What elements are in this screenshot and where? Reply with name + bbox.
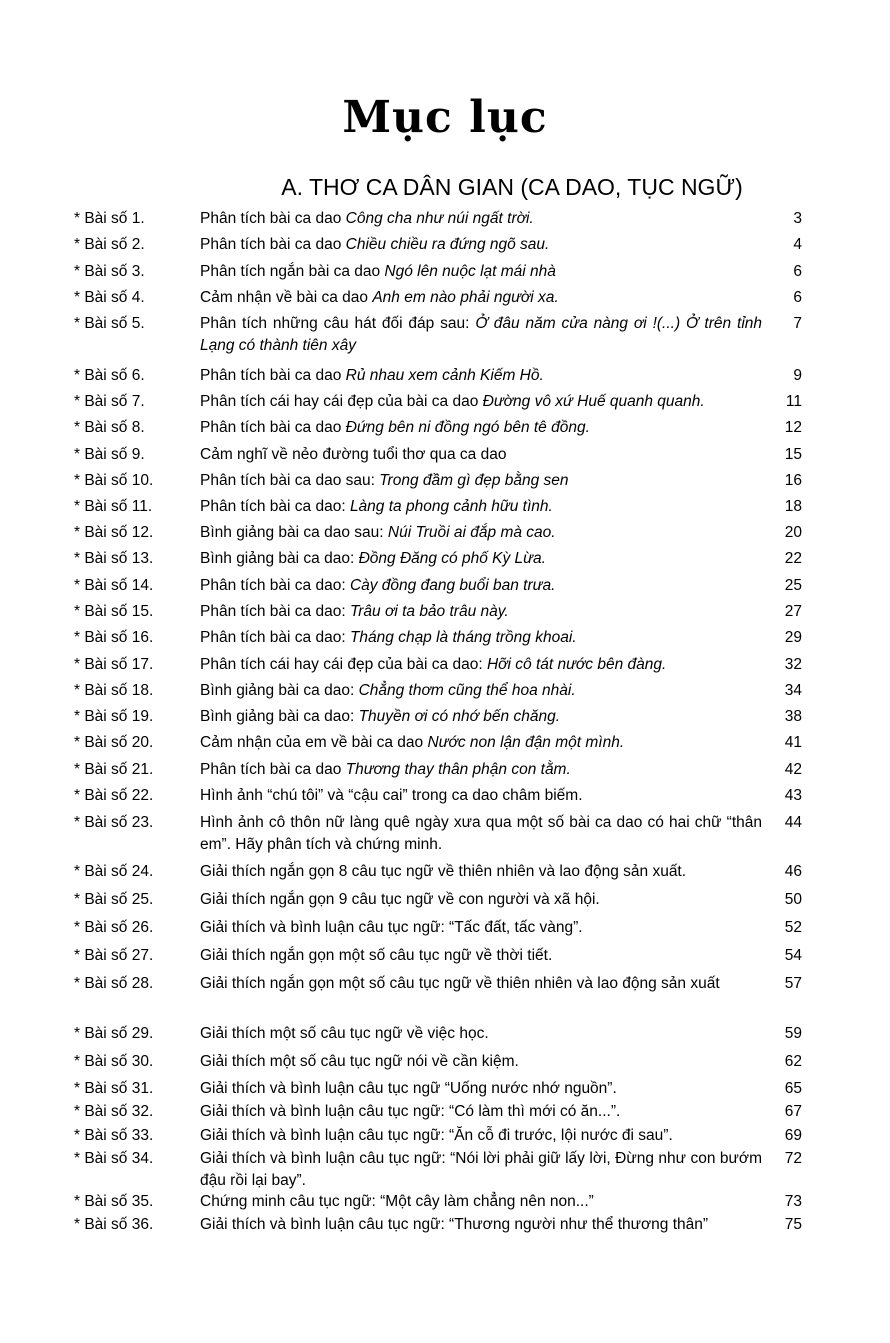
entry-page-number: 41 <box>784 734 802 751</box>
entry-title-text: Cảm nhận của em về bài ca dao <box>200 734 428 751</box>
entry-number: * Bài số 28. <box>74 975 154 992</box>
entry-title-quote: Ngó lên nuộc lạt mái nhà <box>384 263 556 280</box>
entry-title <box>200 1051 762 1073</box>
entry-number: * Bài số 11. <box>74 498 153 515</box>
entry-page-number: 67 <box>784 1103 802 1120</box>
section-heading: A. THƠ CA DÂN GIAN (CA DAO, TỤC NGỮ) <box>281 174 743 200</box>
entry-number: * Bài số 13. <box>74 550 154 567</box>
entry-number: * Bài số 16. <box>74 629 154 646</box>
entry-page-number: 69 <box>784 1127 802 1144</box>
entry-title <box>200 627 762 649</box>
entry-title <box>200 496 762 518</box>
entry-page-number: 20 <box>784 524 802 541</box>
entry-page-number: 44 <box>784 814 802 831</box>
entry-title-quote: Hỡi cô tát nước bên đàng. <box>486 656 667 673</box>
entry-title <box>200 812 762 856</box>
entry-title-text: Hình ảnh “chú tôi” và “cậu cai” trong ca dao châm biếm. <box>200 787 583 804</box>
entry-title <box>200 1078 762 1100</box>
entry-title <box>200 522 762 544</box>
entry-title-quote: Trong đầm gì đẹp bằng sen <box>379 472 569 489</box>
entry-title <box>200 1125 762 1147</box>
entry-title-text: Phân tích ngắn bài ca dao <box>200 263 385 280</box>
entry-number: * Bài số 20. <box>74 734 154 751</box>
entry-title <box>200 548 762 570</box>
entry-page-number: 25 <box>784 577 802 594</box>
entry-title-quote: Cày đồng đang buổi ban trưa. <box>349 577 556 594</box>
entry-page-number: 22 <box>784 550 802 567</box>
entry-title <box>200 759 762 781</box>
entry-number: * Bài số 5. <box>74 315 145 332</box>
entry-number: * Bài số 14. <box>74 577 154 594</box>
entry-title <box>200 575 762 597</box>
entry-title-quote: Chẳng thơm cũng thể hoa nhài. <box>358 682 576 699</box>
entry-number: * Bài số 8. <box>74 419 145 436</box>
entry-number: * Bài số 19. <box>74 708 154 725</box>
entry-title-text: Giải thích ngắn gọn một số câu tục ngữ về thiên nhiên và lao động sản xuất <box>200 975 720 992</box>
entry-number: * Bài số 27. <box>74 947 154 964</box>
entry-title-quote: Đứng bên ni đồng ngó bên tê đồng. <box>345 419 590 436</box>
entry-title <box>200 917 762 939</box>
entry-title-text: Phân tích bài ca dao <box>200 367 346 384</box>
entry-number: * Bài số 3. <box>74 263 145 280</box>
page-title: Mục lục <box>342 92 548 143</box>
entry-number: * Bài số 17. <box>74 656 154 673</box>
entry-page-number: 50 <box>784 891 802 908</box>
entry-title <box>200 287 762 309</box>
entry-page-number: 11 <box>785 393 802 410</box>
entry-page-number: 52 <box>784 919 802 936</box>
entry-title <box>200 261 762 283</box>
entry-title <box>200 785 762 807</box>
entry-title-text: Giải thích ngắn gọn 8 câu tục ngữ về thiên nhiên và lao động sản xuất. <box>200 863 687 880</box>
entry-title-quote: Anh em nào phải người xa. <box>372 289 559 306</box>
entry-number: * Bài số 31. <box>74 1080 154 1097</box>
entry-title <box>200 706 762 728</box>
entry-title-text: Giải thích và bình luận câu tục ngữ: “Tấc đất, tấc vàng”. <box>200 919 583 936</box>
entry-title-text: Giải thích và bình luận câu tục ngữ: “Có làm thì mới có ăn...”. <box>200 1103 621 1120</box>
entry-title-text: Giải thích ngắn gọn 9 câu tục ngữ về con người và xã hội. <box>200 891 600 908</box>
entry-title-quote: Trâu ơi ta bảo trâu này. <box>349 603 509 620</box>
entry-title <box>200 680 762 702</box>
entry-title <box>200 973 762 995</box>
entry-number: * Bài số 22. <box>74 787 154 804</box>
entry-number: * Bài số 23. <box>74 814 154 831</box>
entry-page-number: 59 <box>784 1025 802 1042</box>
entry-page-number: 75 <box>784 1216 802 1233</box>
entry-title-quote: Núi Truồi ai đắp mà cao. <box>387 524 556 541</box>
entry-page-number: 7 <box>793 315 802 332</box>
entry-page-number: 12 <box>784 419 802 436</box>
entry-number: * Bài số 29. <box>74 1025 154 1042</box>
entry-title-text: Bình giảng bài ca dao: <box>200 550 359 567</box>
entry-title-quote: Đồng Đăng có phố Kỳ Lừa. <box>358 550 546 567</box>
entry-number: * Bài số 33. <box>74 1127 154 1144</box>
entry-number: * Bài số 35. <box>74 1193 154 1210</box>
entry-title-text: Phân tích bài ca dao: <box>200 577 350 594</box>
entry-page-number: 27 <box>784 603 802 620</box>
entry-title-text: Phân tích bài ca dao: <box>200 629 350 646</box>
entry-number: * Bài số 9. <box>74 446 145 463</box>
entry-title <box>200 391 762 413</box>
entry-title-text: Bình giảng bài ca dao: <box>200 682 359 699</box>
entry-page-number: 43 <box>784 787 802 804</box>
entry-title <box>200 365 762 387</box>
entry-title-text: Giải thích một số câu tục ngữ nói về cần kiệm. <box>200 1053 519 1070</box>
entry-page-number: 32 <box>784 656 802 673</box>
entry-title <box>200 1214 762 1236</box>
entry-title <box>200 889 762 911</box>
entry-title-text: Phân tích bài ca dao <box>200 210 346 227</box>
entry-number: * Bài số 4. <box>74 289 145 306</box>
entry-title <box>200 861 762 883</box>
entry-number: * Bài số 25. <box>74 891 154 908</box>
entry-number: * Bài số 6. <box>74 367 145 384</box>
entry-title <box>200 1191 762 1213</box>
entry-title-text: Giải thích ngắn gọn một số câu tục ngữ về thời tiết. <box>200 947 553 964</box>
entry-page-number: 54 <box>784 947 802 964</box>
entry-page-number: 73 <box>784 1193 802 1210</box>
entry-number: * Bài số 34. <box>74 1150 154 1167</box>
entry-number: * Bài số 18. <box>74 682 154 699</box>
entry-title-quote: Đường vô xứ Huế quanh quanh. <box>482 393 705 410</box>
entry-title <box>200 732 762 754</box>
entry-title <box>200 1148 762 1192</box>
entry-page-number: 18 <box>784 498 802 515</box>
entry-title-quote: Tháng chạp là tháng trồng khoai. <box>349 629 577 646</box>
entry-title-text: Phân tích bài ca dao <box>200 419 346 436</box>
entry-title-text: Phân tích cái hay cái đẹp của bài ca dao: <box>200 656 487 673</box>
entry-title <box>200 601 762 623</box>
entry-title <box>200 234 762 256</box>
entry-page-number: 46 <box>784 863 802 880</box>
entry-title <box>200 208 762 230</box>
entry-number: * Bài số 1. <box>74 210 145 227</box>
entry-title <box>200 654 762 676</box>
entry-page-number: 38 <box>784 708 802 725</box>
entry-number: * Bài số 15. <box>74 603 154 620</box>
entry-title-text: Phân tích bài ca dao: <box>200 498 350 515</box>
entry-page-number: 34 <box>784 682 802 699</box>
entry-page-number: 4 <box>793 236 802 253</box>
entry-title-text: Phân tích bài ca dao <box>200 236 346 253</box>
entry-number: * Bài số 24. <box>74 863 154 880</box>
entry-number: * Bài số 21. <box>74 761 154 778</box>
entry-title-text: Giải thích và bình luận câu tục ngữ “Uống nước nhớ nguồn”. <box>200 1080 617 1097</box>
entry-title-text: Phân tích bài ca dao sau: <box>200 472 380 489</box>
entry-title <box>200 470 762 492</box>
entry-number: * Bài số 30. <box>74 1053 154 1070</box>
entry-title-text: Phân tích những câu hát đối đáp sau: <box>200 315 476 332</box>
entry-title-text: Bình giảng bài ca dao: <box>200 708 359 725</box>
entry-title-text: Chứng minh câu tục ngữ: “Một cây làm chẳng nên non...” <box>200 1193 594 1210</box>
entry-page-number: 6 <box>793 289 802 306</box>
entry-page-number: 65 <box>784 1080 802 1097</box>
entry-title-text: Cảm nhận về bài ca dao <box>200 289 373 306</box>
entry-title-text: Phân tích cái hay cái đẹp của bài ca dao <box>200 393 483 410</box>
entry-title-text: Phân tích bài ca dao <box>200 761 346 778</box>
entry-number: * Bài số 7. <box>74 393 145 410</box>
entry-number: * Bài số 12. <box>74 524 154 541</box>
entry-title-text: Giải thích và bình luận câu tục ngữ: “Thương người như thể thương thân” <box>200 1216 709 1233</box>
entry-title-quote: Thương thay thân phận con tằm. <box>345 761 571 778</box>
entry-page-number: 62 <box>784 1053 802 1070</box>
entry-page-number: 9 <box>793 367 802 384</box>
entry-title <box>200 417 762 439</box>
entry-title-quote: Rủ nhau xem cảnh Kiếm Hồ. <box>345 367 544 384</box>
entry-title-text: Giải thích một số câu tục ngữ về việc học. <box>200 1025 489 1042</box>
entry-title-quote: Ở đâu năm cửa nàng ơi !(...) Ở trên tỉnh Lạng có thành tiên xây <box>200 315 762 354</box>
entry-page-number: 29 <box>784 629 802 646</box>
entry-number: * Bài số 10. <box>74 472 154 489</box>
entry-title <box>200 1023 762 1045</box>
entry-title-text: Hình ảnh cô thôn nữ làng quê ngày xưa qua một số bài ca dao có hai chữ “thân em”. Hãy phân tích và chứng minh. <box>200 814 762 853</box>
entry-title-quote: Nước non lận đận một mình. <box>427 734 625 751</box>
entry-title <box>200 444 762 466</box>
entry-title <box>200 1101 762 1123</box>
entry-page-number: 72 <box>784 1150 802 1167</box>
entry-page-number: 16 <box>784 472 802 489</box>
entry-number: * Bài số 36. <box>74 1216 154 1233</box>
entry-title-text: Phân tích bài ca dao: <box>200 603 350 620</box>
entry-title-text: Giải thích và bình luận câu tục ngữ: “Nói lời phải giữ lấy lời, Đừng như con bướm đậu rồi lại bay”. <box>200 1150 762 1189</box>
entry-page-number: 3 <box>793 210 802 227</box>
entry-title-text: Cảm nghĩ về nẻo đường tuổi thơ qua ca dao <box>200 446 507 463</box>
entry-title-quote: Làng ta phong cảnh hữu tình. <box>349 498 553 515</box>
entry-title-text: Giải thích và bình luận câu tục ngữ: “Ăn cỗ đi trước, lội nước đi sau”. <box>200 1127 673 1144</box>
entry-number: * Bài số 2. <box>74 236 145 253</box>
entry-page-number: 6 <box>793 263 802 280</box>
entry-number: * Bài số 32. <box>74 1103 154 1120</box>
entry-title-quote: Thuyền ơi có nhớ bến chăng. <box>358 708 561 725</box>
entry-number: * Bài số 26. <box>74 919 154 936</box>
entry-title-quote: Chiều chiều ra đứng ngõ sau. <box>345 236 550 253</box>
entry-page-number: 57 <box>784 975 802 992</box>
entry-page-number: 15 <box>784 446 802 463</box>
entry-page-number: 42 <box>784 761 802 778</box>
entry-title <box>200 313 762 357</box>
entry-title <box>200 945 762 967</box>
entry-title-text: Bình giảng bài ca dao sau: <box>200 524 388 541</box>
entry-title-quote: Công cha như núi ngất trời. <box>345 210 534 227</box>
